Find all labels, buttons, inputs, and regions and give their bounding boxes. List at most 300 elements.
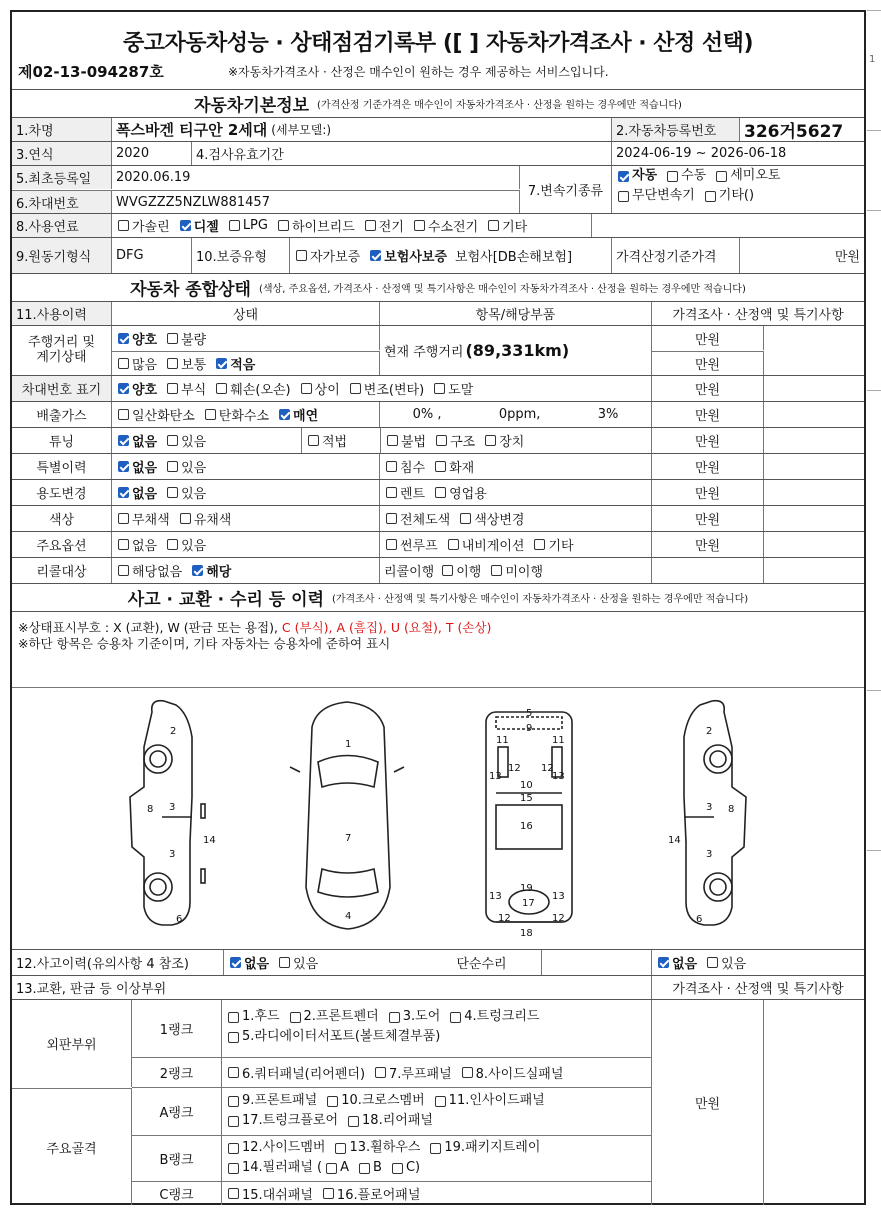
tune-illegal[interactable]: 불법 xyxy=(385,431,426,450)
legend-a: A (흠집), xyxy=(336,620,387,635)
diagram-label: 2 xyxy=(170,726,177,737)
mileage-low[interactable]: 적음 xyxy=(214,354,255,373)
color-change[interactable]: 색상변경 xyxy=(458,509,524,528)
parts-table xyxy=(12,999,864,1205)
recall-options xyxy=(112,558,380,583)
diagram-label: 16 xyxy=(520,821,533,832)
checkbox-icon xyxy=(228,1096,239,1107)
vin-good[interactable]: 양호 xyxy=(116,379,157,398)
checkbox-icon xyxy=(118,513,129,524)
row-mileage xyxy=(12,325,864,375)
basic-info-title: 자동차기본정보 xyxy=(194,96,310,116)
fuel-blank xyxy=(592,214,864,237)
checkbox-icon xyxy=(460,513,471,524)
diagram-label: 12 xyxy=(508,763,521,774)
part-package-tray[interactable]: 19.패키지트레이 xyxy=(428,1141,540,1156)
part-rear-panel[interactable]: 18.리어패널 xyxy=(346,1114,433,1129)
checkbox-icon xyxy=(279,957,290,968)
top-view-body xyxy=(306,702,390,929)
checkbox-icon xyxy=(435,487,446,498)
fuel-options xyxy=(112,214,592,237)
status-column-headers xyxy=(12,301,864,325)
car-name-value: 폭스바겐 티구안 2세대 xyxy=(116,121,268,139)
label-base-price: 가격산정기준가격 xyxy=(612,238,740,273)
legend-u: U (요철), xyxy=(390,620,442,635)
diagram-label: 3 xyxy=(706,849,713,860)
gas-value-2: 0ppm, xyxy=(498,407,541,422)
option-details xyxy=(380,532,652,557)
diagram-label: 12 xyxy=(541,763,554,774)
special-options xyxy=(112,454,380,479)
diagram-label: 10 xyxy=(520,780,533,791)
car-model-detail: (세부모델:) xyxy=(271,123,332,137)
diagram-label: 6 xyxy=(696,914,703,925)
simple-none[interactable]: 없음 xyxy=(656,953,697,972)
part-side-sill[interactable]: 8.사이드실패널 xyxy=(460,1063,564,1082)
gas-value-3: 3% xyxy=(597,407,619,422)
checkbox-icon xyxy=(118,358,129,369)
checkbox-checked-icon xyxy=(230,957,241,968)
simple-repair-options xyxy=(652,950,864,975)
checkbox-icon xyxy=(707,957,718,968)
checkbox-icon xyxy=(167,539,178,550)
fuel-other[interactable]: 기타 xyxy=(486,216,527,235)
checkbox-icon xyxy=(228,1116,239,1127)
vin-marking-options xyxy=(112,376,652,401)
warranty-insurance[interactable]: 보험사보증 xyxy=(368,246,447,265)
rank-a: A랭크 xyxy=(132,1088,222,1136)
gas-hc[interactable]: 탄화수소 xyxy=(203,405,269,424)
parts-price: 만원 xyxy=(652,1000,764,1205)
label-accident: 12.사고이력(유의사항 4 참조) xyxy=(12,950,224,975)
rank-b-parts xyxy=(222,1136,652,1182)
left-front-hub-icon xyxy=(150,751,166,767)
tune-none[interactable]: 없음 xyxy=(116,431,157,450)
base-price-unit: 만원 xyxy=(834,250,860,265)
part-trunk-floor[interactable]: 17.트렁크플로어 xyxy=(226,1114,338,1129)
pillar-b[interactable]: B xyxy=(357,1161,382,1176)
fuel-electric[interactable]: 전기 xyxy=(363,216,404,235)
checkbox-icon xyxy=(228,1032,239,1043)
part-door[interactable]: 3.도어 xyxy=(387,1010,441,1025)
checkbox-icon xyxy=(290,1012,301,1023)
gas-co[interactable]: 일산화탄소 xyxy=(116,405,195,424)
left-handle-rear xyxy=(201,869,205,883)
diagram-label: 3 xyxy=(169,802,176,813)
checkbox-checked-icon xyxy=(658,957,669,968)
part-quarter-panel[interactable]: 6.쿼터패널(리어펜더) xyxy=(226,1063,365,1082)
checkbox-icon xyxy=(350,383,361,394)
vin-painted[interactable]: 도말 xyxy=(432,379,473,398)
checkbox-icon xyxy=(278,220,289,231)
diagram-label: 5 xyxy=(526,708,533,719)
passenger-car-note: ※하단 항목은 승용차 기준이며, 기타 자동차는 승용차에 준하여 표시 xyxy=(18,636,391,651)
checkbox-icon xyxy=(491,565,502,576)
use-price: 만원 xyxy=(652,480,764,505)
year-value: 2020 xyxy=(112,142,192,165)
part-trunk-lid[interactable]: 4.트렁크리드 xyxy=(448,1010,539,1025)
label-abnormal-parts: 13.교환, 판금 등 이상부위 xyxy=(12,976,652,999)
diagram-label: 13 xyxy=(552,891,565,902)
diagram-label: 18 xyxy=(520,928,533,939)
diagram-label: 6 xyxy=(176,914,183,925)
diagram-label: 3 xyxy=(706,802,713,813)
row-recall xyxy=(12,557,864,583)
checkbox-icon xyxy=(386,539,397,550)
vin-value: WVGZZZ5NZLW881457 xyxy=(112,190,520,213)
option-none[interactable]: 없음 xyxy=(116,535,157,554)
label-use-change: 용도변경 xyxy=(12,480,112,505)
label-exhaust: 배출가스 xyxy=(12,402,112,427)
part-front-panel[interactable]: 9.프론트패널 xyxy=(226,1094,317,1109)
transmission-options xyxy=(612,166,864,213)
checkbox-icon xyxy=(436,435,447,446)
label-year: 3.연식 xyxy=(12,142,112,165)
checkbox-icon xyxy=(228,1067,239,1078)
checkbox-icon xyxy=(430,1143,441,1154)
special-none[interactable]: 없음 xyxy=(116,457,157,476)
accident-none[interactable]: 없음 xyxy=(228,953,269,972)
color-options xyxy=(112,506,380,531)
label-special: 특별이력 xyxy=(12,454,112,479)
checkbox-icon xyxy=(118,409,129,420)
checkbox-checked-icon xyxy=(279,409,290,420)
basic-info-header xyxy=(12,89,864,117)
rank-1-parts xyxy=(222,1000,652,1058)
exhaust-values xyxy=(380,402,652,427)
special-fire[interactable]: 화재 xyxy=(433,457,474,476)
vin-corroded[interactable]: 부식 xyxy=(165,379,206,398)
label-mileage: 주행거리 및 계기상태 xyxy=(12,326,112,375)
right-rear-hub-icon xyxy=(710,879,726,895)
hdr-parts-price: 가격조사 · 산정액 및 특기사항 xyxy=(672,982,844,997)
diagram-label: 3 xyxy=(169,849,176,860)
checkbox-icon xyxy=(386,461,397,472)
warranty-self[interactable]: 자가보증 xyxy=(294,246,360,265)
rank-c: C랭크 xyxy=(132,1182,222,1205)
row-special xyxy=(12,453,864,479)
rank-a-parts xyxy=(222,1088,652,1136)
mileage-good[interactable]: 양호 xyxy=(116,329,157,348)
left-front-wheel-icon xyxy=(144,745,172,773)
diagram-label: 11 xyxy=(496,735,509,746)
exhaust-price: 만원 xyxy=(652,402,764,427)
label-engine: 9.원동기형식 xyxy=(12,238,112,273)
option-sunroof[interactable]: 썬루프 xyxy=(384,535,438,554)
fuel-lpg[interactable]: LPG xyxy=(227,218,268,233)
part-floor-panel[interactable]: 16.플로어패널 xyxy=(321,1184,420,1203)
document-number: 제02-13-094287호 xyxy=(18,63,164,81)
tune-legal[interactable]: 적법 xyxy=(306,431,347,450)
checkbox-checked-icon xyxy=(216,358,227,369)
status-header xyxy=(12,273,864,301)
row-options xyxy=(12,531,864,557)
car-name-cell xyxy=(112,118,612,141)
diagram-label: 11 xyxy=(552,735,565,746)
reg-number-value: 326거5627 xyxy=(744,122,844,141)
checkbox-icon xyxy=(216,383,227,394)
legend-x-w: ※상태표시부호 : X (교환), W (판금 또는 용접), xyxy=(18,620,278,635)
fuel-gasoline[interactable]: 가솔린 xyxy=(116,216,170,235)
diagram-label: 12 xyxy=(498,913,511,924)
checkbox-icon xyxy=(335,1143,346,1154)
row-accident-history xyxy=(12,949,864,975)
legend-c: C (부식), xyxy=(281,620,333,635)
vin-different[interactable]: 상이 xyxy=(299,379,340,398)
option-navigation[interactable]: 내비게이션 xyxy=(446,535,525,554)
label-recall: 리콜대상 xyxy=(12,558,112,583)
vin-altered[interactable]: 변조(변타) xyxy=(348,379,424,398)
mileage-many[interactable]: 많음 xyxy=(116,354,157,373)
checkbox-icon xyxy=(308,435,319,446)
checkbox-icon xyxy=(435,461,446,472)
recall-price-blank xyxy=(652,558,764,583)
checkbox-icon xyxy=(326,1163,337,1174)
diagram-label: 15 xyxy=(520,793,533,804)
checkbox-icon xyxy=(167,435,178,446)
row-exhaust xyxy=(12,401,864,427)
label-first-reg: 5.최초등록일 xyxy=(12,166,112,189)
pillar-a[interactable]: A xyxy=(324,1161,349,1176)
trans-cvt[interactable]: 무단변속기 xyxy=(616,189,695,204)
rank-b: B랭크 xyxy=(132,1136,222,1182)
car-parts-diagram xyxy=(12,687,864,952)
current-mileage xyxy=(380,326,652,375)
recall-done[interactable]: 이행 xyxy=(440,561,481,580)
exhaust-options xyxy=(112,402,380,427)
part-inside-panel[interactable]: 11.인사이드패널 xyxy=(433,1094,545,1109)
checkbox-icon xyxy=(392,1163,403,1174)
checkbox-icon xyxy=(386,513,397,524)
checkbox-icon xyxy=(301,383,312,394)
pillar-c[interactable]: C) xyxy=(390,1161,420,1176)
right-side-body xyxy=(684,701,746,925)
checkbox-icon xyxy=(442,565,453,576)
accident-header xyxy=(12,583,864,611)
checkbox-icon xyxy=(488,220,499,231)
checkbox-icon xyxy=(167,333,178,344)
left-side-body xyxy=(130,701,192,925)
checkbox-icon xyxy=(667,171,678,182)
checkbox-icon xyxy=(448,539,459,550)
mileage-bad[interactable]: 불량 xyxy=(165,329,206,348)
recall-applicable[interactable]: 해당 xyxy=(190,561,231,580)
warranty-options xyxy=(290,238,612,273)
checkbox-icon xyxy=(167,487,178,498)
accident-legend-area xyxy=(12,611,864,687)
part-pillar-panel[interactable]: 14.필러패널 ( xyxy=(226,1161,322,1176)
status-title: 자동차 종합상태 xyxy=(130,280,251,300)
checkbox-icon xyxy=(450,1012,461,1023)
use-yes[interactable]: 있음 xyxy=(165,483,206,502)
diagram-label: 7 xyxy=(345,833,352,844)
row-engine xyxy=(12,237,864,273)
fuel-hybrid[interactable]: 하이브리드 xyxy=(276,216,355,235)
diagram-label: 13 xyxy=(489,891,502,902)
checkbox-icon xyxy=(228,1188,239,1199)
checkbox-icon xyxy=(180,513,191,524)
checkbox-icon xyxy=(435,1096,446,1107)
checkbox-icon xyxy=(228,1012,239,1023)
inspection-period-value: 2024-06-19 ~ 2026-06-18 xyxy=(616,146,787,161)
diagram-label: 2 xyxy=(706,726,713,737)
row-color xyxy=(12,505,864,531)
diagram-label: 4 xyxy=(345,911,352,922)
diagram-label: 14 xyxy=(668,835,681,846)
use-rent[interactable]: 렌트 xyxy=(384,483,425,502)
diagram-label: 13 xyxy=(489,771,502,782)
simple-yes[interactable]: 있음 xyxy=(705,953,746,972)
recall-na[interactable]: 해당없음 xyxy=(116,561,182,580)
checkbox-checked-icon xyxy=(118,487,129,498)
checkbox-icon xyxy=(365,220,376,231)
tune-yes[interactable]: 있음 xyxy=(165,431,206,450)
label-car-name: 1.차명 xyxy=(12,118,112,141)
vin-damaged[interactable]: 훼손(오손) xyxy=(214,379,290,398)
tune-device[interactable]: 장치 xyxy=(483,431,524,450)
special-flood[interactable]: 침수 xyxy=(384,457,425,476)
row-parts-header xyxy=(12,975,864,999)
checkbox-icon xyxy=(118,539,129,550)
gas-smoke[interactable]: 매연 xyxy=(277,405,318,424)
tuning-options xyxy=(112,428,302,453)
checkbox-icon xyxy=(485,435,496,446)
diagram-label: 13 xyxy=(552,771,565,782)
part-hood[interactable]: 1.후드 xyxy=(226,1010,280,1025)
checkbox-icon xyxy=(229,220,240,231)
diagram-label: 9 xyxy=(526,723,533,734)
checkbox-icon xyxy=(359,1163,370,1174)
option-options xyxy=(112,532,380,557)
row-year xyxy=(12,141,864,165)
label-tuning: 튜닝 xyxy=(12,428,112,453)
checkbox-icon xyxy=(534,539,545,550)
special-yes[interactable]: 있음 xyxy=(165,457,206,476)
row-vin-marking xyxy=(12,375,864,401)
checkbox-icon xyxy=(228,1163,239,1174)
trans-semi[interactable]: 세미오토 xyxy=(714,169,780,184)
part-wheel-house[interactable]: 13.휠하우스 xyxy=(333,1141,420,1156)
right-front-hub-icon xyxy=(710,751,726,767)
checkbox-checked-icon xyxy=(118,383,129,394)
legend-t: T (손상) xyxy=(445,620,492,635)
accident-title: 사고 · 교환 · 수리 등 이력 xyxy=(127,590,324,610)
option-other[interactable]: 기타 xyxy=(532,535,573,554)
top-view-rear-glass xyxy=(318,869,378,897)
hdr-price-notes: 가격조사 · 산정액 및 특기사항 xyxy=(672,308,844,323)
trans-auto[interactable]: 자동 xyxy=(616,169,657,184)
color-chromatic[interactable]: 유채색 xyxy=(178,509,232,528)
rank-2: 2랭크 xyxy=(132,1058,222,1088)
part-side-member[interactable]: 12.사이드멤버 xyxy=(226,1141,325,1156)
row-car-name xyxy=(12,117,864,141)
tuning-price: 만원 xyxy=(652,428,764,453)
color-price: 만원 xyxy=(652,506,764,531)
mileage-normal[interactable]: 보통 xyxy=(165,354,206,373)
right-edge-fragment: 1 xyxy=(869,54,876,65)
color-details xyxy=(380,506,652,531)
label-inspection-period: 4.검사유효기간 xyxy=(192,142,612,165)
hdr-state: 상태 xyxy=(112,302,380,325)
diagram-label: 12 xyxy=(552,913,565,924)
checkbox-icon xyxy=(618,191,629,202)
diagram-label: 8 xyxy=(728,804,735,815)
fuel-diesel[interactable]: 디젤 xyxy=(178,216,219,235)
warranty-insurer: 보험사[DB손해보험] xyxy=(455,250,573,265)
checkbox-checked-icon xyxy=(118,333,129,344)
recall-done-label: 리콜이행 xyxy=(384,565,435,580)
checkbox-icon xyxy=(434,383,445,394)
color-full-paint[interactable]: 전체도색 xyxy=(384,509,450,528)
trans-other[interactable]: 기타() xyxy=(703,189,754,204)
diagram-label: 17 xyxy=(522,898,535,909)
option-yes[interactable]: 있음 xyxy=(165,535,206,554)
hdr-item: 항목/해당부품 xyxy=(380,302,652,325)
checkbox-icon xyxy=(167,383,178,394)
part-radiator-support[interactable]: 5.라디에이터서포트(볼트체결부품) xyxy=(226,1030,440,1045)
row-use-change xyxy=(12,479,864,505)
top-view-mirrors xyxy=(290,767,404,772)
checkbox-checked-icon xyxy=(192,565,203,576)
fuel-hydrogen[interactable]: 수소전기 xyxy=(412,216,478,235)
checkbox-icon xyxy=(167,358,178,369)
row-first-reg xyxy=(12,165,864,213)
part-front-fender[interactable]: 2.프론트펜더 xyxy=(288,1010,379,1025)
checkbox-icon xyxy=(386,487,397,498)
tuning-legal xyxy=(302,428,380,453)
current-mileage-value: (89,331km) xyxy=(465,341,570,360)
color-achromatic[interactable]: 무채색 xyxy=(116,509,170,528)
recall-details xyxy=(380,558,652,583)
label-color: 색상 xyxy=(12,506,112,531)
rank-1: 1랭크 xyxy=(132,1000,222,1058)
basic-info-subtitle: (가격산정 기준가격은 매수인이 자동차가격조사 · 산정을 원하는 경우에만 적습니다) xyxy=(317,100,682,111)
accident-yes[interactable]: 있음 xyxy=(277,953,318,972)
checkbox-icon xyxy=(387,435,398,446)
mileage-price-1: 만원 xyxy=(652,326,764,350)
label-reg-number: 2.자동차등록번호 xyxy=(612,118,740,141)
part-roof-panel[interactable]: 7.루프패널 xyxy=(373,1063,452,1082)
options-price: 만원 xyxy=(652,532,764,557)
checkbox-checked-icon xyxy=(370,250,381,261)
label-vin: 6.차대번호 xyxy=(12,190,112,213)
trans-manual[interactable]: 수동 xyxy=(665,169,706,184)
checkbox-icon xyxy=(414,220,425,231)
checkbox-icon xyxy=(118,565,129,576)
accident-subtitle: (가격조사 · 산정액 및 특기사항은 매수인이 자동차가격조사 · 산정을 원하는 경우에만 적습니다) xyxy=(332,594,749,605)
use-none[interactable]: 없음 xyxy=(116,483,157,502)
checkbox-icon xyxy=(296,250,307,261)
checkbox-checked-icon xyxy=(180,220,191,231)
use-details xyxy=(380,480,652,505)
checkbox-icon xyxy=(205,409,216,420)
checkbox-icon xyxy=(389,1012,400,1023)
label-fuel: 8.사용연료 xyxy=(12,214,112,237)
checkbox-checked-icon xyxy=(118,461,129,472)
use-business[interactable]: 영업용 xyxy=(433,483,487,502)
hdr-usage-history: 11.사용이력 xyxy=(12,302,112,325)
recall-not-done[interactable]: 미이행 xyxy=(489,561,543,580)
gas-value-1: 0% , xyxy=(412,407,442,422)
checkbox-icon xyxy=(348,1116,359,1127)
part-cross-member[interactable]: 10.크로스멤버 xyxy=(325,1094,424,1109)
tune-structure[interactable]: 구조 xyxy=(434,431,475,450)
checkbox-icon xyxy=(118,220,129,231)
current-mileage-label: 현재 주행거리 xyxy=(384,345,464,360)
checkbox-icon xyxy=(375,1067,386,1078)
diagram-label: 8 xyxy=(147,804,154,815)
part-dash-panel[interactable]: 15.대쉬패널 xyxy=(226,1184,313,1203)
